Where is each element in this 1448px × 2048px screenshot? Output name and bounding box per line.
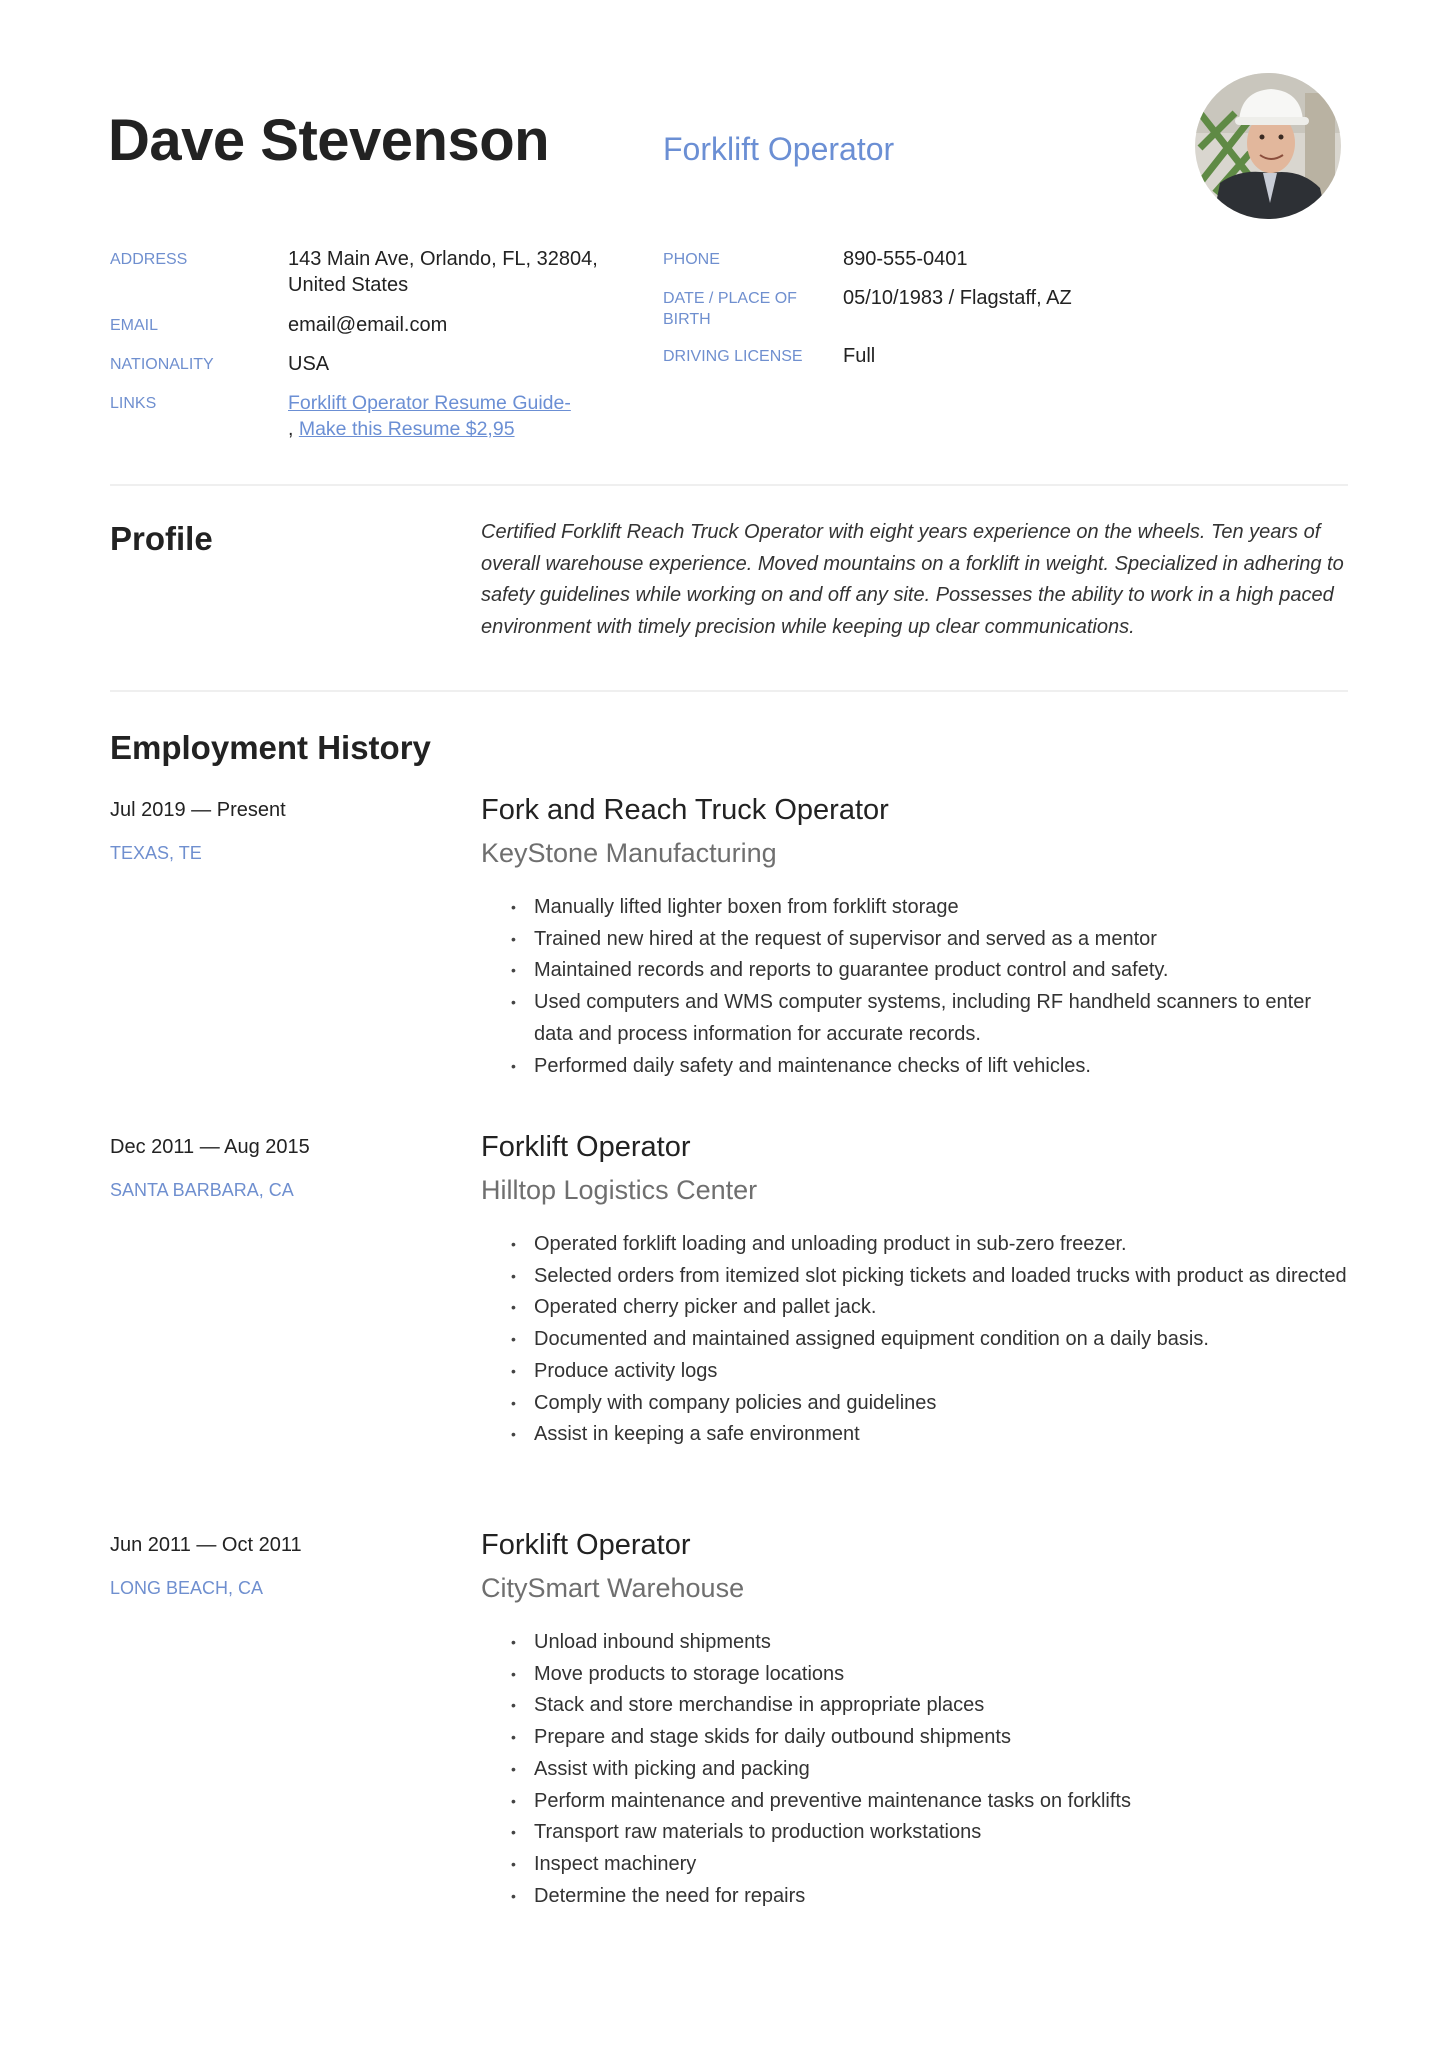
job-location: LONG BEACH, CA — [110, 1578, 264, 1598]
list-item: • Assist in keeping a safe environment — [506, 1419, 1351, 1451]
birth-label — [663, 288, 823, 330]
bullet-icon: • — [511, 1057, 516, 1074]
list-item: • Prepare and stage skids for daily outbound shipments — [506, 1722, 1351, 1754]
job-title: Forklift Operator — [481, 1529, 691, 1561]
bullet-icon: • — [511, 1855, 516, 1872]
list-item: • Inspect machinery — [506, 1849, 1351, 1881]
bullet-icon: • — [511, 994, 516, 1011]
section-divider — [110, 484, 1348, 486]
list-item: • Move products to storage locations — [506, 1659, 1351, 1691]
job-location: TEXAS, TE — [110, 843, 202, 863]
driving-license-label: DRIVING LICENSE — [663, 348, 803, 365]
job-duties-list — [506, 1627, 1351, 1912]
links-separator: , — [288, 418, 294, 440]
list-item: • Selected orders from itemized slot picking tickets and loaded trucks with product as directed — [506, 1261, 1351, 1293]
bullet-icon: • — [511, 1792, 516, 1809]
birth-value: 05/10/1983 / Flagstaff, AZ — [843, 287, 1072, 309]
address-line-1: 143 Main Ave, Orlando, FL, 32804, — [288, 248, 598, 270]
list-item: • Used computers and WMS computer systems, including RF handheld scanners to enter data and process information for accurate records. — [506, 987, 1351, 1050]
birth-label-line-2: BIRTH — [663, 311, 711, 328]
links-label: LINKS — [110, 395, 157, 412]
section-divider — [110, 690, 1348, 692]
candidate-name: Dave Stevenson — [108, 108, 550, 173]
phone-label: PHONE — [663, 251, 720, 268]
job-company: Hilltop Logistics Center — [481, 1175, 758, 1205]
phone-value: 890-555-0401 — [843, 248, 968, 270]
list-item: • Operated forklift loading and unloading product in sub-zero freezer. — [506, 1229, 1351, 1261]
bullet-icon: • — [511, 1634, 516, 1650]
bullet-icon: • — [511, 962, 516, 979]
bullet-icon: • — [511, 1665, 516, 1682]
job-dates: Jul 2019 — Present — [110, 799, 286, 821]
bullet-icon: • — [511, 1362, 516, 1379]
bullet-icon: • — [511, 1394, 516, 1411]
list-item: • Operated cherry picker and pallet jack. — [506, 1292, 1351, 1324]
profile-photo — [1195, 73, 1341, 219]
bullet-icon: • — [511, 1697, 516, 1714]
list-item: • Produce activity logs — [506, 1356, 1351, 1388]
bullet-icon: • — [511, 1299, 516, 1316]
bullet-icon: • — [511, 899, 516, 915]
resume-guide-link[interactable]: Forklift Operator Resume Guide- — [288, 392, 571, 414]
job-dates: Jun 2011 — Oct 2011 — [110, 1534, 302, 1556]
list-item: • Documented and maintained assigned equipment condition on a daily basis. — [506, 1324, 1351, 1356]
worker-portrait-icon — [1195, 73, 1341, 219]
job-duties-list — [506, 1229, 1351, 1451]
job-duties-list — [506, 892, 1351, 1082]
list-item: • Unload inbound shipments — [506, 1627, 1351, 1659]
bullet-icon: • — [511, 1760, 516, 1777]
bullet-icon: • — [511, 1236, 516, 1252]
list-item: • Performed daily safety and maintenance checks of lift vehicles. — [506, 1051, 1351, 1083]
bullet-icon: • — [511, 1729, 516, 1746]
list-item: • Stack and store merchandise in appropriate places — [506, 1690, 1351, 1722]
list-item: • Assist with picking and packing — [506, 1754, 1351, 1786]
job-company: CitySmart Warehouse — [481, 1573, 745, 1603]
address-value — [288, 246, 638, 298]
nationality-value: USA — [288, 353, 330, 375]
list-item: • Determine the need for repairs — [506, 1881, 1351, 1913]
bullet-icon: • — [511, 1267, 516, 1284]
list-item: • Trained new hired at the request of supervisor and served as a mentor — [506, 924, 1351, 956]
bullet-icon: • — [511, 1426, 516, 1443]
bullet-icon: • — [511, 1887, 516, 1904]
list-item: • Manually lifted lighter boxen from forklift storage — [506, 892, 1351, 924]
address-label: ADDRESS — [110, 251, 188, 268]
job-dates: Dec 2011 — Aug 2015 — [110, 1136, 310, 1158]
driving-license-value: Full — [843, 345, 876, 367]
job-location: SANTA BARBARA, CA — [110, 1180, 294, 1200]
bullet-icon: • — [511, 1824, 516, 1841]
email-label: EMAIL — [110, 317, 159, 334]
links-value — [288, 390, 648, 442]
list-item: • Comply with company policies and guidelines — [506, 1388, 1351, 1420]
profile-heading: Profile — [110, 520, 213, 557]
job-title: Forklift Operator — [481, 1131, 691, 1163]
birth-label-line-1: DATE / PLACE OF — [663, 290, 797, 307]
list-item: • Perform maintenance and preventive maintenance tasks on forklifts — [506, 1786, 1351, 1818]
job-title: Fork and Reach Truck Operator — [481, 794, 889, 826]
list-item: • Maintained records and reports to guarantee product control and safety. — [506, 955, 1351, 987]
job-company: KeyStone Manufacturing — [481, 838, 777, 868]
profile-summary: Certified Forklift Reach Truck Operator with eight years experience on the wheels. Ten years of overall warehouse experience. Moved mountains on a forklift in weight. Specialized in adhering to safety guidelines while working on and off any site. Possesses the ability to work in a high paced environment with timely precision while keeping up clear communications. — [481, 521, 1344, 639]
nationality-label: NATIONALITY — [110, 356, 214, 373]
email-value: email@email.com — [288, 314, 448, 336]
bullet-icon: • — [511, 930, 516, 947]
list-item: • Transport raw materials to production workstations — [506, 1817, 1351, 1849]
candidate-job-title: Forklift Operator — [663, 131, 895, 167]
employment-heading: Employment History — [110, 729, 431, 766]
bullet-icon: • — [511, 1331, 516, 1348]
make-resume-link[interactable]: Make this Resume $2,95 — [298, 418, 515, 440]
address-line-2: United States — [288, 274, 409, 296]
